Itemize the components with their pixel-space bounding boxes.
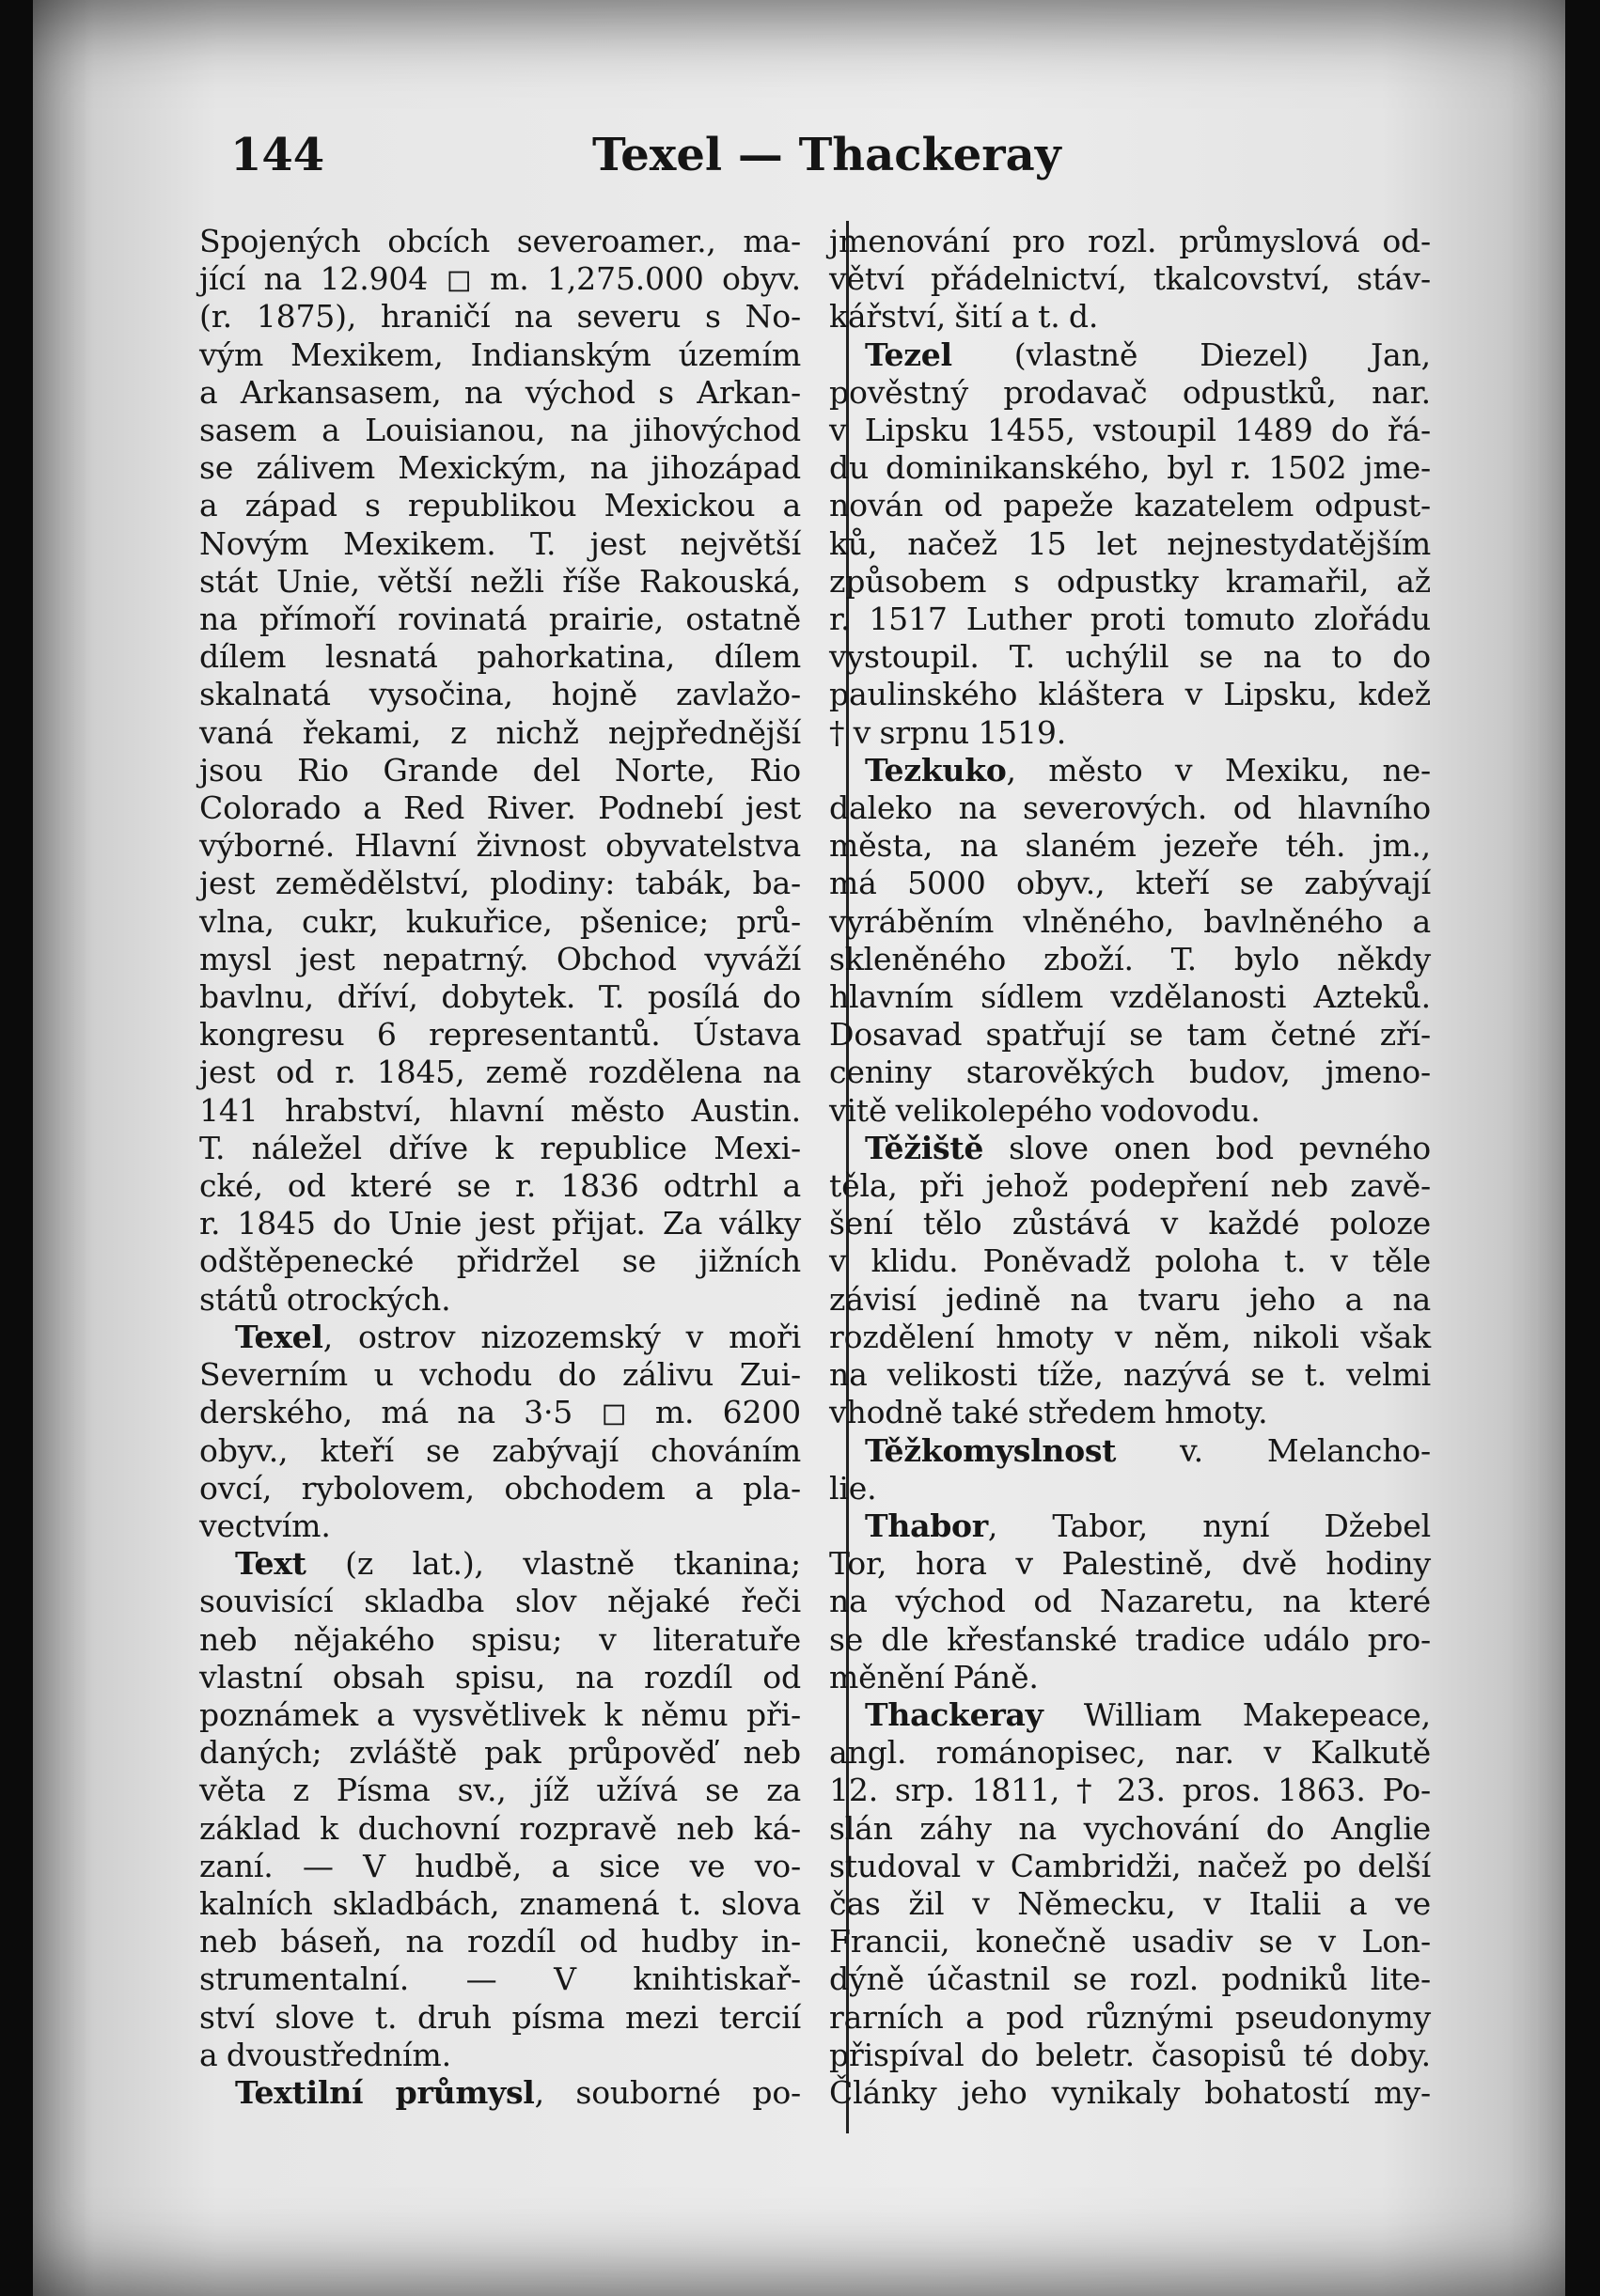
entry-texel: Texel, ostrov nizozemský v moři [235,1318,801,1355]
text-line: vystoupil. T. uchýlil se na to do [829,638,1431,676]
text-line: souvisící skladba slov nějaké řeči [199,1583,801,1620]
text-line: přispíval do beletr. časopisů té doby. [829,2036,1431,2073]
text-line: ství slove t. druh písma mezi tercií [199,1998,801,2036]
text-line: ků, načež 15 let nejnestydatějším [829,524,1431,562]
text-line: vyráběním vlněného, bavlněného a [829,902,1431,940]
entry-tezel: Tezel (vlastně Diezel) Jan, [865,336,1431,373]
text-line: angl. románopisec, nar. v Kalkutě [829,1734,1431,1772]
text-line: výborné. Hlavní živnost obyvatelstva [199,827,801,865]
text-line: nován od papeže kazatelem odpust- [829,487,1431,524]
text-line: Francii, konečně usadiv se v Lon- [829,1923,1431,1960]
text-line: se dle křesťanské tradice událo pro- [829,1620,1431,1658]
text-line: a západ s republikou Mexickou a [199,487,801,524]
entry-teziste: Těžiště slove onen bod pevného [865,1129,1431,1166]
text-line: neb báseň, na rozdíl od hudby in- [199,1923,801,1960]
entry-headword: Tezel [865,336,952,373]
page-header [230,117,1067,193]
right-column [829,223,1431,2112]
text-line: jest od r. 1845, země rozdělena na [199,1054,801,1091]
text-line: na východ od Nazaretu, na které [829,1583,1431,1620]
text-line: neb nějakého spisu; v literatuře [199,1620,801,1658]
text-line: jící na 12.904 ◻ m. 1,275.000 obyv. [199,260,801,298]
text-line: 141 hrabství, hlavní město Austin. [199,1091,801,1129]
text-line: skleněného zboží. T. bylo někdy [829,940,1431,977]
text-line: ceniny starověkých budov, jmeno- [829,1054,1431,1091]
text-line: vectvím. [199,1507,331,1544]
text-line: v Lipsku 1455, vstoupil 1489 do řá- [829,412,1431,449]
text-line: Spojených obcích severoamer., ma- [199,223,801,259]
text-line: stát Unie, větší nežli říše Rakouská, [199,562,801,600]
text-line: studoval v Cambridži, načež po delší [829,1847,1431,1884]
entry-headword: Tezkuko [865,751,1007,789]
text-line: Články jeho vynikaly bohatostí my- [829,2073,1431,2111]
text-line: mysl jest nepatrný. Obchod vyváží [199,940,801,977]
text-line: států otrockých. [199,1280,451,1318]
text-line: vým Mexikem, Indianským územím [199,336,801,373]
text-line: T. náležel dříve k republice Mexi- [199,1129,801,1166]
text-line: základ k duchovní rozpravě neb ká- [199,1809,801,1847]
text-line: dýně účastnil se rozl. podniků lite- [829,1960,1431,1998]
text-line: dílem lesnatá pahorkatina, dílem [199,638,801,676]
entry-headword: Thackeray [865,1695,1043,1733]
text-line: kalních skladbách, znamená t. slova [199,1884,801,1922]
text-line: Dosavad spatřují se tam četné zří- [829,1016,1431,1054]
text-line: na přímoří rovinatá prairie, ostatně [199,601,801,638]
text-line: a Arkansasem, na východ s Arkan- [199,373,801,411]
text-line: šení tělo zůstává v každé poloze [829,1205,1431,1242]
entry-textilni-prumysl: Textilní průmysl, souborné po- [235,2073,802,2111]
text-line: bavlnu, dříví, dobytek. T. posílá do [199,978,801,1016]
text-line: paulinského kláštera v Lipsku, kdež [829,676,1431,713]
text-line: daleko na severových. od hlavního [829,789,1431,827]
text-line: slán záhy na vychování do Anglie [829,1809,1431,1847]
text-line: derského, má na 3·5 ◻ m. 6200 [199,1394,801,1431]
text-line: vlastní obsah spisu, na rozdíl od [199,1658,801,1695]
entry-headword: Těžkomyslnost [865,1431,1117,1469]
text-line: větví přádelnictví, tkalcovství, stáv- [829,260,1431,298]
text-line: lie. [829,1469,877,1507]
text-line: (r. 1875), hraničí na severu s No- [199,298,801,336]
text-line: r. 1845 do Unie jest přijat. Za války [199,1205,801,1242]
text-line: vhodně také středem hmoty. [829,1394,1268,1431]
text-line: má 5000 obyv., kteří se zabývají [829,865,1431,902]
text-line: ovcí, rybolovem, obchodem a pla- [199,1469,801,1507]
text-line: hlavním sídlem vzdělanosti Azteků. [829,978,1431,1016]
text-line: skalnatá vysočina, hojně zavlažo- [199,676,801,713]
text-line: Novým Mexikem. T. jest největší [199,524,801,562]
text-line: rozdělení hmoty v něm, nikoli však [829,1318,1431,1355]
text-line: odštěpenecké přidržel se jižních [199,1242,801,1280]
text-line: věta z Písma sv., jíž užívá se za [199,1772,801,1809]
text-line: měnění Páně. [829,1658,1039,1695]
text-line: sasem a Louisianou, na jihovýchod [199,412,801,449]
text-line: pověstný prodavač odpustků, nar. [829,373,1431,411]
left-column [199,223,801,2112]
text-line: vlna, cukr, kukuřice, pšenice; prů- [199,902,801,940]
text-line: města, na slaném jezeře téh. jm., [829,827,1431,865]
text-line: Tor, hora v Palestině, dvě hodiny [829,1545,1431,1583]
entry-headword: Thabor [865,1507,988,1544]
text-line: zaní. — V hudbě, a sice ve vo- [199,1847,801,1884]
text-line: daných; zvláště pak průpověď neb [199,1734,801,1772]
entry-text: Text (z lat.), vlastně tkanina; [235,1545,801,1583]
entry-thabor: Thabor, Tabor, nyní Džebel [865,1507,1431,1544]
text-line: vitě velikolepého vodovodu. [829,1091,1261,1129]
text-line: se zálivem Mexickým, na jihozápad [199,449,801,487]
text-line: † v srpnu 1519. [829,713,1067,751]
text-line: 12. srp. 1811, † 23. pros. 1863. Po- [829,1772,1431,1809]
text-line: strumentalní. — V knihtiskař- [199,1960,801,1998]
text-line: vaná řekami, z nichž nejpřednější [199,713,801,751]
text-line: a dvoustředním. [199,2036,451,2073]
running-title: Texel — Thackeray [592,129,1061,181]
text-line: jmenování pro rozl. průmyslová od- [829,223,1431,259]
text-line: závisí jedině na tvaru jeho a na [829,1280,1431,1318]
page-number: 144 [230,129,325,181]
entry-thackeray: Thackeray William Makepeace, [865,1695,1431,1733]
text-line: jest zemědělství, plodiny: tabák, ba- [199,865,801,902]
text-line: v klidu. Poněvadž poloha t. v těle [829,1242,1431,1280]
text-line: cké, od které se r. 1836 odtrhl a [199,1167,801,1205]
text-line: rarních a pod různými pseudonymy [829,1998,1431,2036]
text-line: na velikosti tíže, nazývá se t. velmi [829,1356,1431,1394]
entry-tezkuko: Tezkuko, město v Mexiku, ne- [865,751,1431,789]
entry-headword: Těžiště [865,1129,984,1166]
entry-headword: Texel [235,1318,323,1355]
text-line: r. 1517 Luther proti tomuto zlořádu [829,601,1431,638]
text-line: kářství, šití a t. d. [829,298,1099,336]
text-line: čas žil v Německu, v Italii a ve [829,1884,1431,1922]
entry-headword: Textilní průmysl [235,2073,535,2111]
entry-tezkomyslnost: Těžkomyslnost v. Melancho- [865,1431,1431,1469]
text-line: kongresu 6 representantů. Ústava [199,1016,801,1054]
text-line: Colorado a Red River. Podnebí jest [199,789,801,827]
text-line: du dominikanského, byl r. 1502 jme- [829,449,1431,487]
text-line: Severním u vchodu do zálivu Zui- [199,1356,801,1394]
text-line: jsou Rio Grande del Norte, Rio [199,751,801,789]
text-line: způsobem s odpustky kramařil, až [829,562,1431,600]
text-line: obyv., kteří se zabývají chováním [199,1431,801,1469]
text-line: těla, při jehož podepření neb zavě- [829,1167,1431,1205]
text-line: poznámek a vysvětlivek k němu při- [199,1695,801,1733]
entry-headword: Text [235,1545,306,1583]
